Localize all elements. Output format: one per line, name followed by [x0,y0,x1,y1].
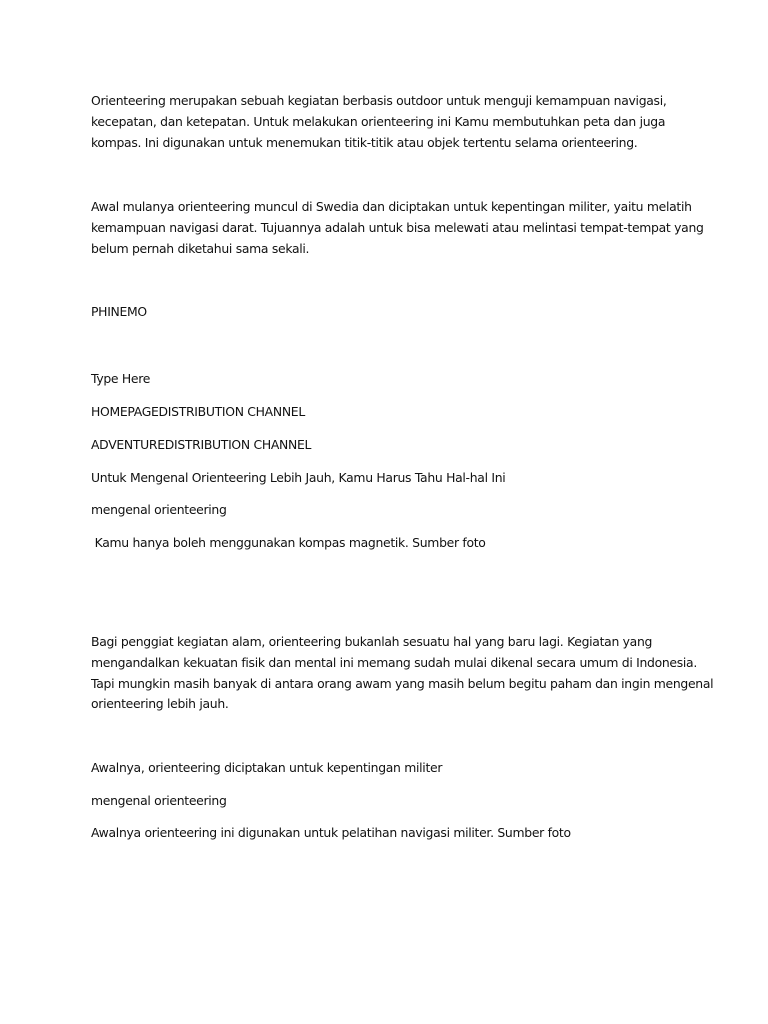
brand-name [91,302,691,323]
image-alt-text [91,500,691,521]
headline-text: Untuk Mengenal Orienteering Lebih Jauh, Kamu Harus Tahu Hal-hal Ini [91,470,506,485]
type-here-text [91,369,691,390]
breadcrumb-adventure [91,435,691,456]
brand-text: PHINEMO [91,304,147,319]
text-line: mengandalkan kekuatan fisik dan mental ini memang sudah mulai dikenal secara umum di Indonesia. [91,654,697,670]
text-line: Orienteering merupakan sebuah kegiatan berbasis outdoor untuk menguji kemampuan navigasi, [91,93,667,108]
article-headline [91,468,691,489]
image-caption-2 [91,823,691,844]
text-line: Tapi mungkin masih banyak di antara orang awam yang masih belum begitu paham dan ingin mengenal [91,675,714,691]
image-caption [91,533,691,554]
caption-text: Awalnya orienteering ini digunakan untuk pelatihan navigasi militer. Sumber foto [91,825,571,840]
image-alt-label: mengenal orienteering [91,502,227,517]
history-paragraph [91,197,704,259]
text-line: orienteering lebih jauh. [91,696,229,712]
type-here-label: Type Here [91,371,151,386]
text-line: Awal mulanya orienteering muncul di Swedia dan diciptakan untuk kepentingan militer, yaitu melatih [91,199,692,214]
caption-text: Kamu hanya boleh menggunakan kompas magnetik. Sumber foto [91,535,486,550]
image-alt-text-2 [91,791,691,812]
text-line: kompas. Ini digunakan untuk menemukan titik-titik atau objek tertentu selama orienteering. [91,134,638,150]
breadcrumb-homepage-text: HOMEPAGEDISTRIBUTION CHANNEL [91,404,305,419]
text-line: kecepatan, dan ketepatan. Untuk melakukan orienteering ini Kamu membutuhkan peta dan juga [91,113,666,129]
breadcrumb-adventure-text: ADVENTUREDISTRIBUTION CHANNEL [91,437,312,452]
subheading-text: Awalnya, orienteering diciptakan untuk kepentingan militer [91,760,443,775]
image-alt-label: mengenal orienteering [91,793,227,808]
intro-paragraph [91,91,691,153]
text-line: belum pernah diketahui sama sekali. [91,240,310,256]
text-line: kemampuan navigasi darat. Tujuannya adalah untuk bisa melewati atau melintasi tempat-tempat yang [91,219,704,235]
breadcrumb-homepage [91,402,691,423]
text-line: Bagi penggiat kegiatan alam, orienteering bukanlah sesuatu hal yang baru lagi. Kegiatan yang [91,634,653,649]
background-paragraph [91,632,714,715]
section-subheading [91,758,691,779]
